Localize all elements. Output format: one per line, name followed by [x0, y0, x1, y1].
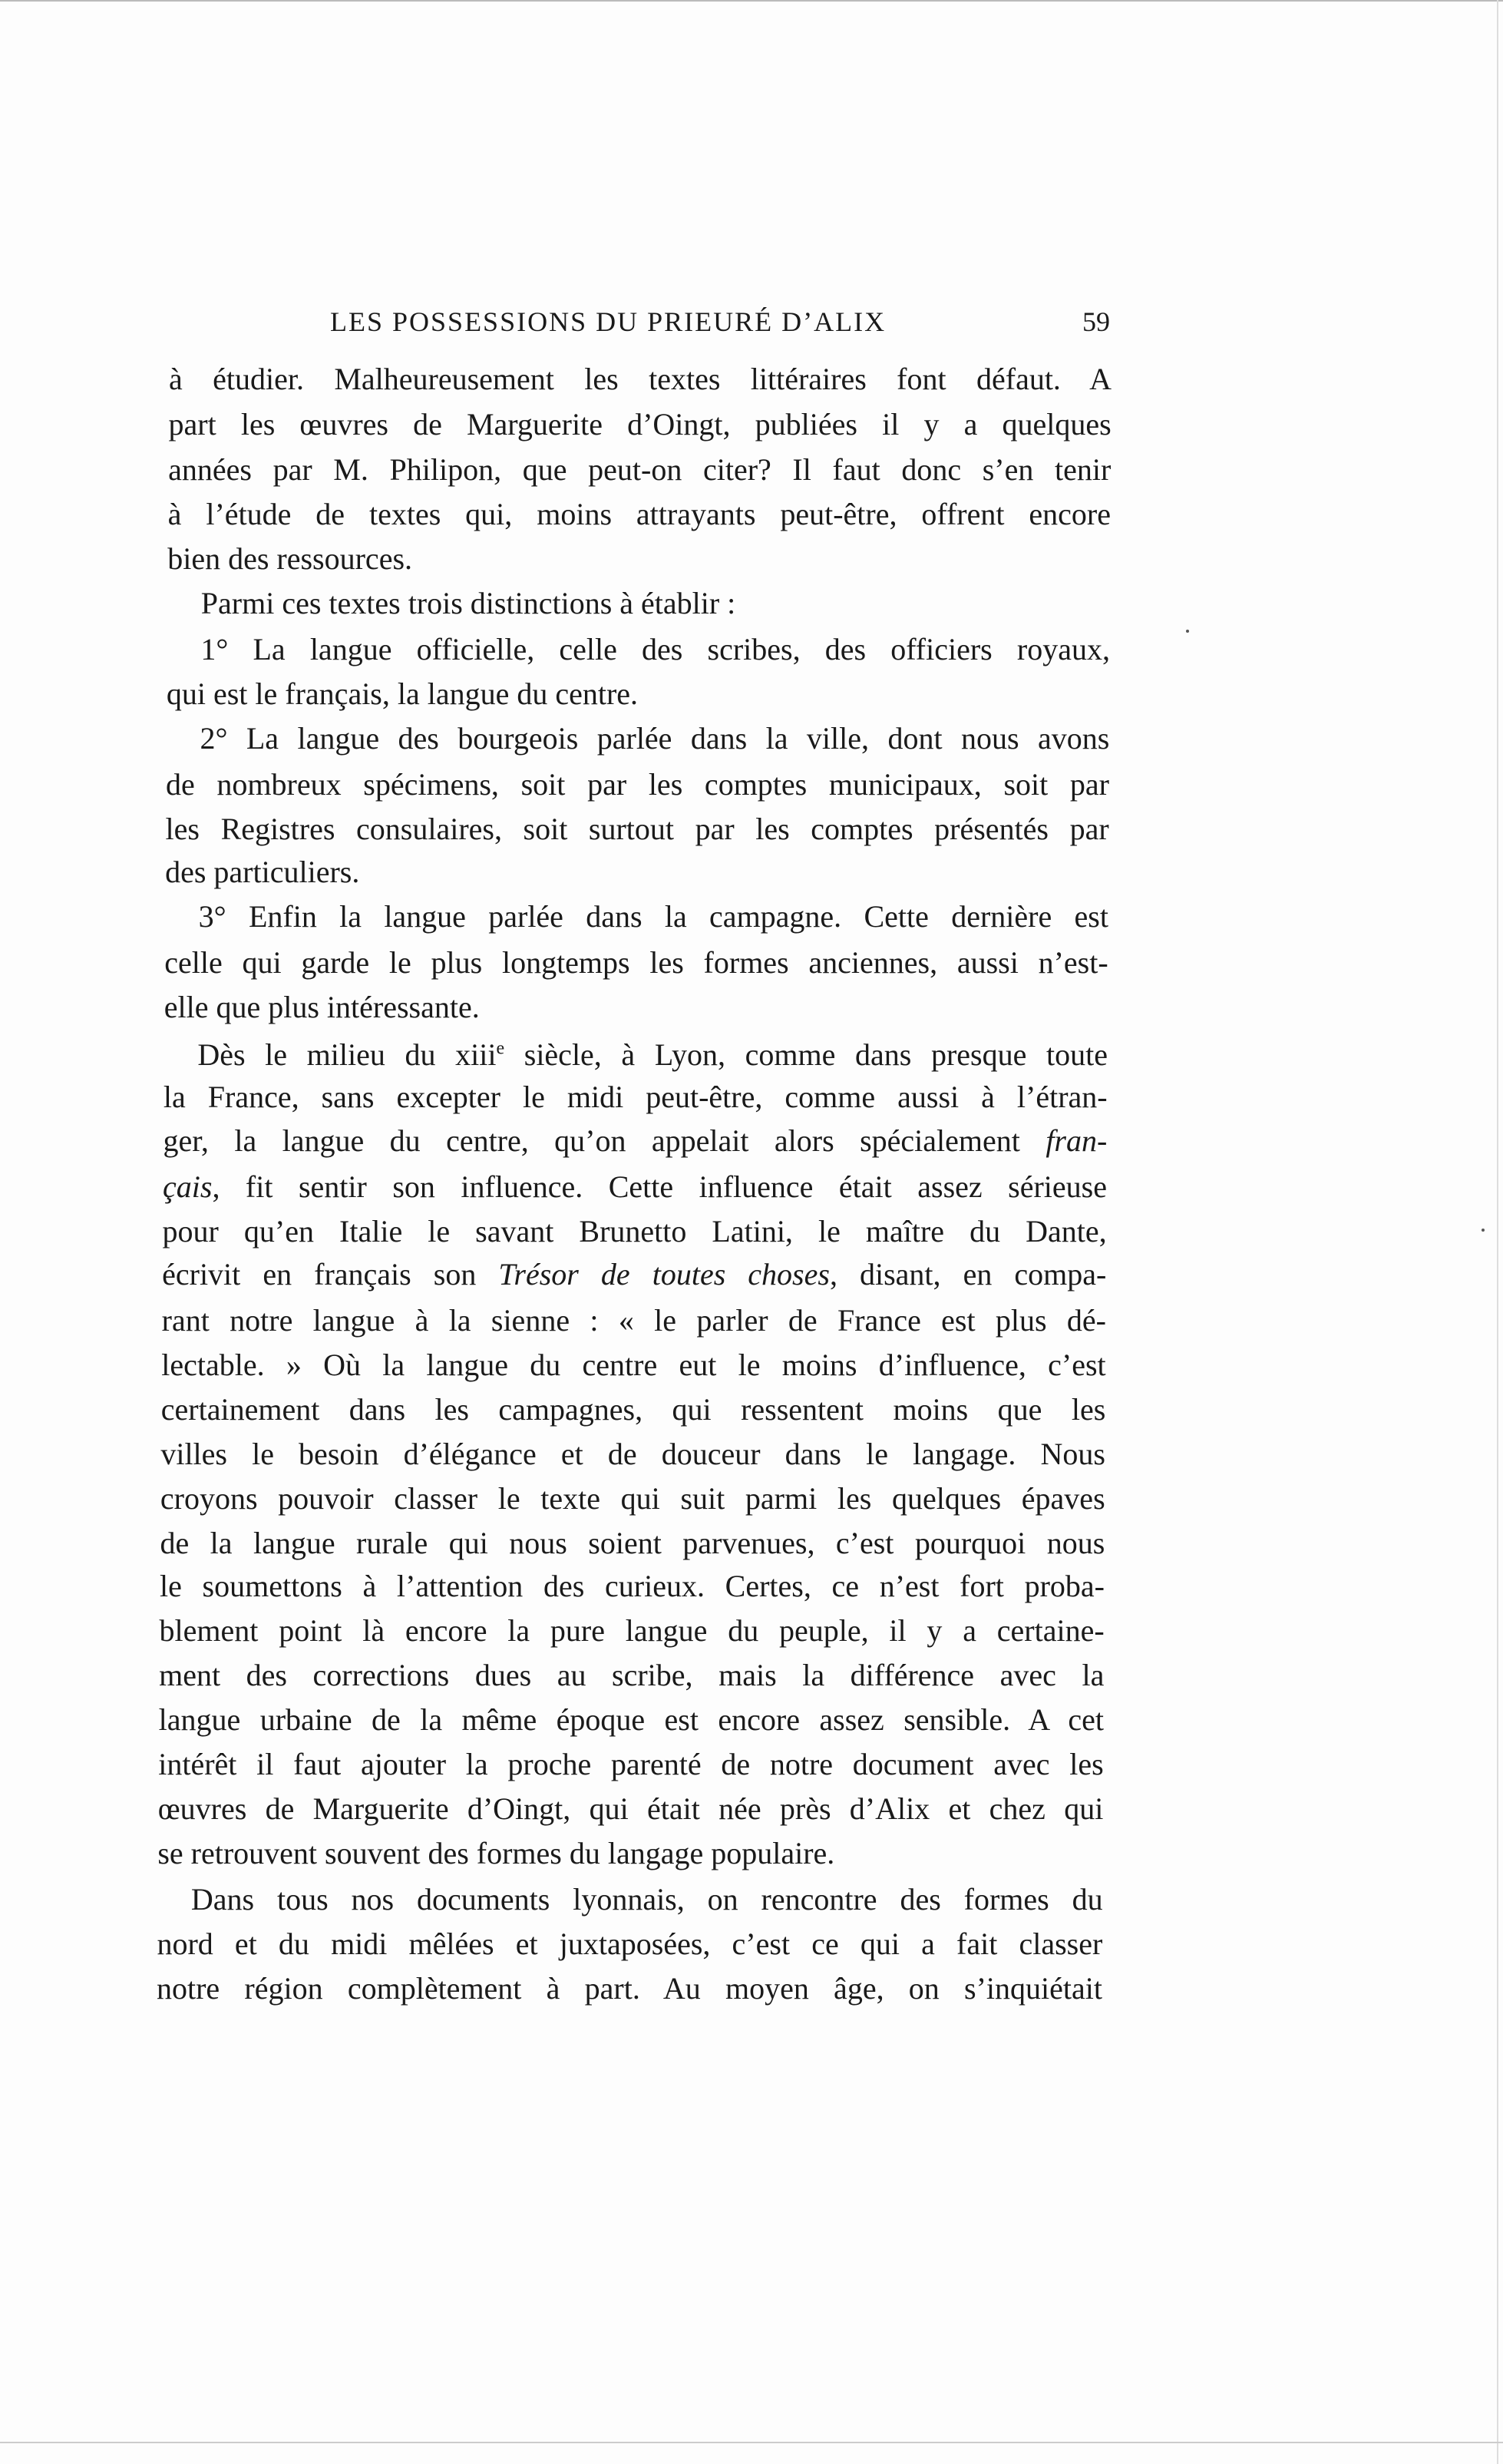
text-line	[164, 989, 480, 1026]
text-line	[199, 898, 1108, 935]
text-segment: nord et du midi mêlées et juxtaposées, c’est ce qui a fait classer	[157, 1927, 1103, 1961]
text-line	[201, 585, 736, 622]
text-line	[167, 676, 638, 713]
text-line	[157, 1970, 1102, 2007]
text-line	[169, 406, 1112, 443]
text-segment: notre région complètement à part. Au moyen âge, on s’inquiétait	[157, 1971, 1102, 2006]
text-segment: villes le besoin d’élégance et de douceur dans le langage. Nous	[160, 1437, 1105, 1471]
page-number: 59	[1082, 306, 1110, 337]
text-segment: elle que plus intéressante.	[164, 990, 480, 1024]
text-segment: , disant, en compa-	[829, 1257, 1107, 1292]
text-line	[157, 1926, 1102, 1963]
text-segment: 3° Enfin la langue parlée dans la campagne. Cette dernière est	[198, 899, 1108, 934]
text-segment: écrivit en français son	[162, 1257, 499, 1292]
text-line	[162, 1256, 1106, 1293]
text-line	[163, 1123, 1107, 1159]
text-line	[160, 1612, 1105, 1649]
text-segment: années par M. Philipon, que peut-on citer? Il faut donc s’en tenir	[168, 452, 1112, 487]
scan-edge-bottom	[0, 2442, 1503, 2443]
text-line	[159, 1657, 1104, 1694]
text-line	[191, 1881, 1103, 1918]
text-segment: 1° La langue officielle, celle des scribes, des officiers royaux,	[200, 632, 1110, 666]
text-segment: , fit sentir son influence. Cette influence était assez sérieuse	[212, 1169, 1107, 1204]
text-line	[160, 1480, 1105, 1517]
text-line	[169, 361, 1112, 398]
text-segment: intérêt il faut ajouter la proche parenté de notre document avec les	[158, 1747, 1104, 1781]
scan-edge-right	[1497, 0, 1498, 2464]
text-line	[159, 1702, 1104, 1738]
scan-speck	[1186, 630, 1189, 633]
text-segment: les Registres consulaires, soit surtout par les comptes présentés par	[165, 812, 1109, 846]
text-segment: blement point là encore la pure langue du peuple, il y a certaine-	[159, 1613, 1105, 1648]
text-line	[160, 1436, 1105, 1473]
text-segment: de nombreux spécimens, soit par les comptes municipaux, soit par	[166, 767, 1109, 802]
text-segment: pour qu’en Italie le savant Brunetto Latini, le maître du Dante,	[162, 1214, 1107, 1249]
text-line	[158, 1791, 1104, 1827]
text-line	[200, 720, 1109, 757]
text-line	[164, 1079, 1108, 1116]
text-segment: certainement dans les campagnes, qui ressentent moins que les	[160, 1392, 1106, 1427]
text-line	[161, 1347, 1105, 1384]
text-line	[166, 766, 1109, 803]
text-segment: siècle, à Lyon, comme dans presque toute	[504, 1037, 1108, 1072]
text-line	[200, 631, 1110, 668]
text-segment: le soumettons à l’attention des curieux. Certes, ce n’est fort proba-	[160, 1569, 1105, 1603]
text-segment: des particuliers.	[165, 855, 360, 889]
italic-text: çais	[163, 1169, 213, 1204]
text-segment: 2° La langue des bourgeois parlée dans la ville, dont nous avons	[200, 721, 1110, 756]
text-line	[197, 1037, 1108, 1073]
text-segment: bien des ressources.	[167, 541, 413, 576]
text-segment: Dans tous nos documents lyonnais, on rencontre des formes du	[190, 1882, 1103, 1917]
italic-text: fran-	[1045, 1123, 1108, 1158]
text-segment: ger, la langue du centre, qu’on appelait alors spécialement	[163, 1123, 1046, 1158]
text-segment: langue urbaine de la même époque est encore assez sensible. A cet	[158, 1702, 1104, 1737]
running-head: LES POSSESSIONS DU PRIEURÉ D’ALIX	[330, 306, 887, 337]
text-segment: celle qui garde le plus longtemps les formes anciennes, aussi n’est-	[164, 945, 1108, 980]
text-segment: de la langue rurale qui nous soient parvenues, c’est pourquoi nous	[160, 1526, 1105, 1560]
text-line	[163, 1169, 1107, 1206]
text-segment: ment des corrections dues au scribe, mais la différence avec la	[159, 1658, 1105, 1692]
text-line	[168, 451, 1111, 488]
text-line	[165, 854, 359, 891]
text-line	[164, 944, 1108, 981]
text-line	[160, 1525, 1105, 1562]
text-segment: la France, sans excepter le midi peut-être, comme aussi à l’étran-	[163, 1080, 1108, 1114]
scan-speck	[1482, 1229, 1485, 1232]
superscript: e	[496, 1038, 505, 1059]
text-segment: œuvres de Marguerite d’Oingt, qui était née près d’Alix et chez qui	[157, 1791, 1104, 1826]
text-line	[166, 811, 1109, 848]
text-segment: à l’étude de textes qui, moins attrayants peut-être, offrent encore	[167, 497, 1111, 531]
text-segment: croyons pouvoir classer le texte qui suit parmi les quelques épaves	[160, 1481, 1105, 1516]
italic-text: Trésor de toutes choses	[498, 1257, 830, 1292]
scan-edge-top	[0, 0, 1503, 2]
text-line	[160, 1568, 1105, 1605]
text-line	[158, 1746, 1103, 1783]
text-segment: Dès le milieu du xiii	[197, 1037, 497, 1072]
text-segment: rant notre langue à la sienne : « le parler de France est plus dé-	[161, 1303, 1106, 1338]
text-segment: qui est le français, la langue du centre.	[166, 676, 639, 711]
text-segment: à étudier. Malheureusement les textes littéraires font défaut. A	[169, 362, 1112, 396]
text-segment: Parmi ces textes trois distinctions à établir :	[200, 586, 736, 620]
text-segment: part les œuvres de Marguerite d’Oingt, publiées il y a quelques	[168, 407, 1112, 442]
text-line	[162, 1302, 1106, 1339]
text-segment: se retrouvent souvent des formes du langage populaire.	[157, 1836, 835, 1870]
text-line	[157, 1835, 834, 1872]
text-line	[167, 541, 412, 577]
text-line	[161, 1391, 1106, 1428]
text-line	[168, 496, 1111, 533]
text-line	[163, 1213, 1107, 1250]
text-segment: lectable. » Où la langue du centre eut le moins d’influence, c’est	[161, 1348, 1106, 1382]
